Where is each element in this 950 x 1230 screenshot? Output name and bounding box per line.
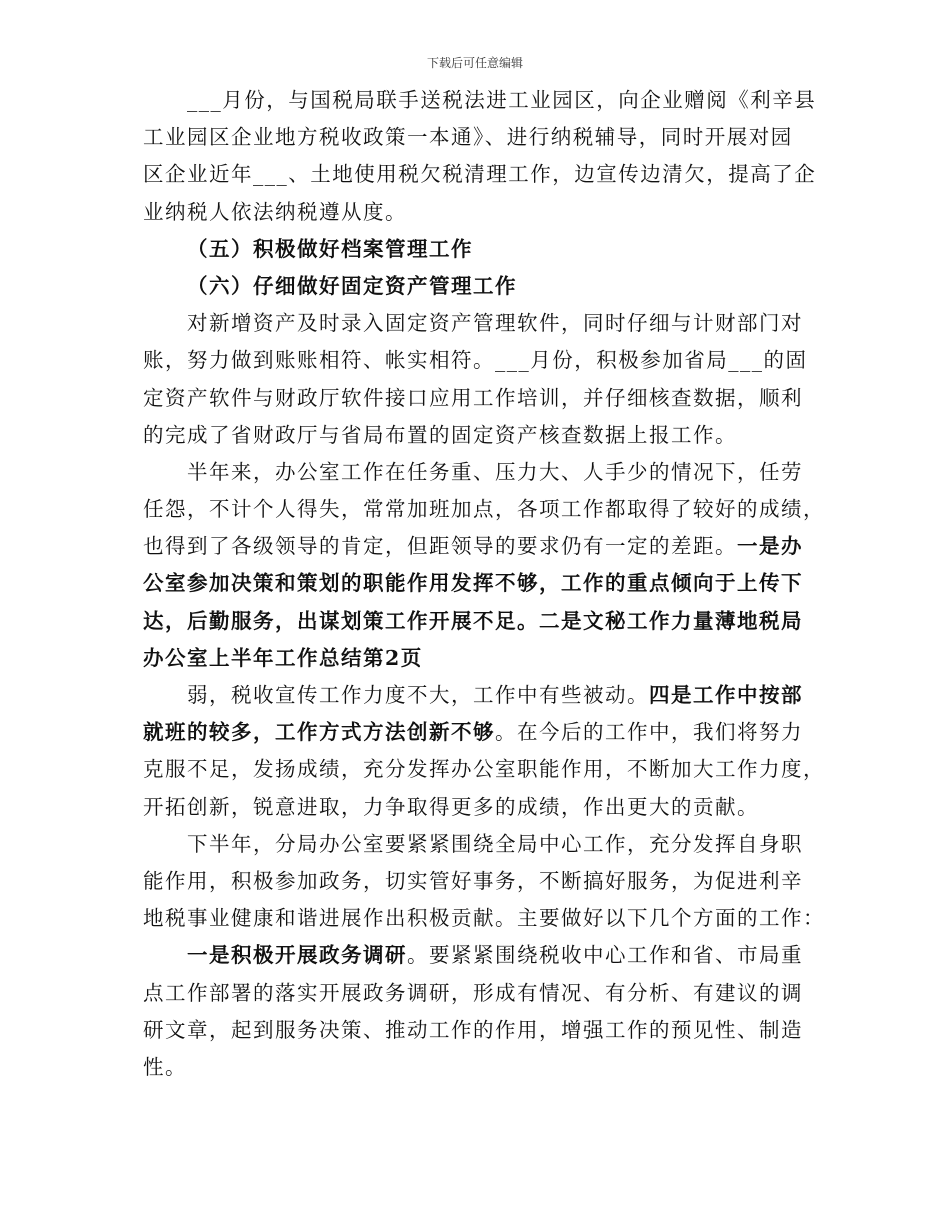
text-line: 下半年，分局办公室要紧紧围绕全局中心工作，充分发挥自身职 (187, 831, 803, 856)
text-line: 办公室上半年工作总结第2页 (143, 645, 423, 670)
bold-text-run: 四是工作中按部 (649, 683, 803, 707)
paragraph-policy-research (143, 937, 813, 1086)
document-body (143, 82, 825, 1086)
text-line: 区企业近年___、土地使用税欠税清理工作，边宣传边清欠，提高了企 (143, 162, 817, 187)
text-line (143, 937, 813, 974)
text-line: 定资产软件与财政厅软件接口应用工作培训，并仔细核查数据，顺利 (143, 385, 803, 410)
text-line (143, 714, 813, 751)
text-line: 对新增资产及时录入固定资产管理软件，同时仔细与计财部门对 (187, 311, 803, 336)
bold-text-run: 一是积极开展政务调研 (187, 943, 407, 968)
text-line: 点工作部署的落实开展政务调研，形成有情况、有分析、有建议的调 (143, 980, 803, 1005)
text-line: 能作用，积极参加政务，切实管好事务，不断搞好服务，为促进利辛 (143, 868, 803, 893)
text-line: 研文章，起到服务决策、推动工作的作用，增强工作的预见性、制造 (143, 1017, 803, 1042)
text-line: 业纳税人依法纳税遵从度。 (143, 199, 407, 224)
paragraph-half-year-summary (143, 454, 825, 677)
text-line: 地税事业健康和谐进展作出积极贡献。主要做好以下几个方面的工作： (143, 906, 825, 931)
paragraph-fixed-assets (143, 305, 813, 454)
page-header: 下载后可任意编辑 (426, 56, 523, 70)
text-line: ___月份，与国税局联手送税法进工业园区，向企业赠阅《利辛县 (187, 88, 817, 112)
bold-text-run: 一是办 (737, 534, 803, 559)
text-line: 性。 (143, 1054, 187, 1079)
text-line: 任怨，不计个人得失，常常加班加点，各项工作都取得了较好的成绩， (143, 497, 825, 522)
text-line (143, 528, 813, 565)
text-line: 公室参加决策和策划的职能作用发挥不够，工作的重点倾向于上传下 (143, 571, 803, 596)
text-run: 也得到了各级领导的肯定，但距领导的要求仍有一定的差距。 (143, 534, 737, 559)
section-heading-archives: （五）积极做好档案管理工作 (187, 236, 473, 261)
text-run: 。要紧紧围绕税收中心工作和省、市局重 (407, 943, 803, 968)
bold-text-run: 就班的较多，工作方式方法创新不够 (143, 720, 495, 745)
text-line: 工业园区企业地方税收政策一本通》、进行纳税辅导，同时开展对园 (143, 125, 793, 150)
paragraph-shortcomings (143, 677, 825, 826)
text-run: 弱，税收宣传工作力度不大，工作中有些被动。 (187, 683, 649, 707)
section-heading-fixed-assets: （六）仔细做好固定资产管理工作 (187, 273, 517, 298)
text-line: 半年来，办公室工作在任务重、压力大、人手少的情况下，任劳 (187, 459, 803, 484)
text-line: 达，后勤服务，出谋划策工作开展不足。二是文秘工作力量薄地税局 (143, 608, 803, 633)
text-line: 账，努力做到账账相符、帐实相符。___月份，积极参加省局___的固 (143, 348, 808, 373)
paragraph-tax-promotion (143, 82, 817, 231)
paragraph-second-half-plan (143, 826, 825, 938)
text-line (143, 677, 813, 714)
text-run: 。在今后的工作中，我们将努力 (495, 720, 803, 745)
text-line: 克服不足，发扬成绩，充分发挥办公室职能作用，不断加大工作力度， (143, 757, 825, 782)
text-line: 的完成了省财政厅与省局布置的固定资产核查数据上报工作。 (143, 422, 737, 447)
text-line: 开拓创新，锐意进取，力争取得更多的成绩，作出更大的贡献。 (143, 794, 759, 819)
